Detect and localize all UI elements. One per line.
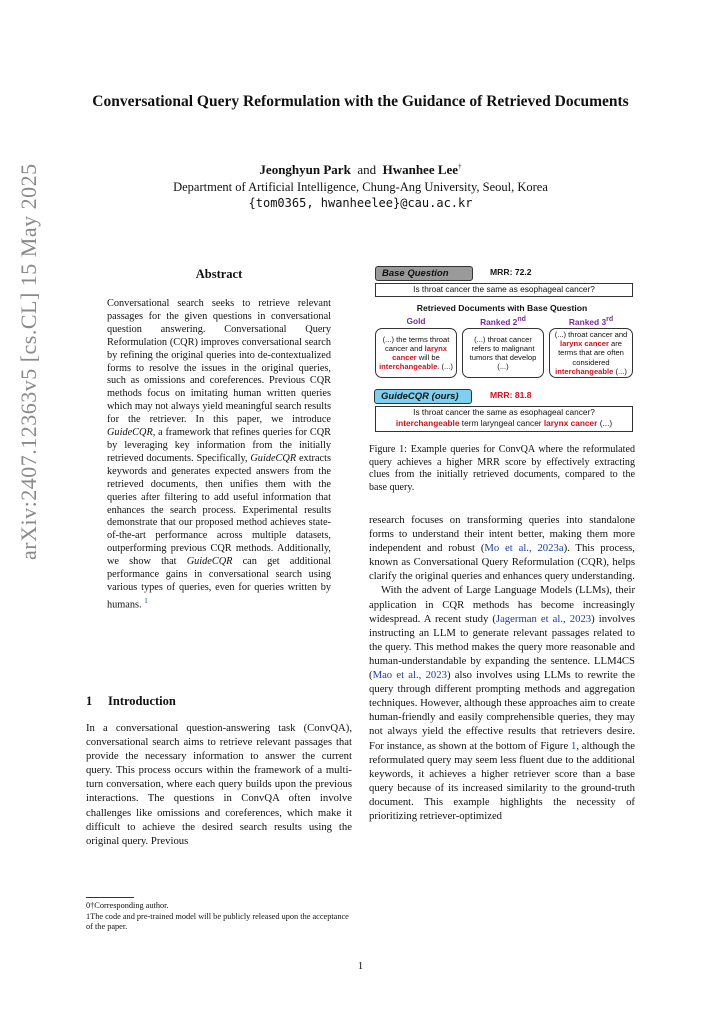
query-text: (...) <box>597 418 613 428</box>
abstract-part-2: , a framework that refines queries for CQR by leveraging key information from the initially retrieved documents. Specifically, <box>107 427 331 464</box>
mrr-ours: MRR: 81.8 <box>490 390 532 400</box>
footnote-code-release: 1The code and pre-trained model will be publicly released upon the acceptance of the paper. <box>86 911 349 931</box>
arxiv-stamp: arXiv:2407.12363v5 [cs.CL] 15 May 2025 <box>16 163 41 560</box>
ranked-3-label <box>549 316 633 327</box>
abstract-text <box>107 298 331 612</box>
doc-text: are terms that are often considered <box>558 339 624 367</box>
method-name: GuideCQR <box>186 556 233 568</box>
figure-ref-1[interactable]: 1 <box>571 739 577 752</box>
section-title: Introduction <box>108 694 176 708</box>
base-question-box: Is throat cancer the same as esophageal cancer? <box>375 283 633 297</box>
query-keyword: larynx cancer <box>543 418 598 428</box>
section-heading-introduction <box>86 694 176 709</box>
figure-1-caption: Figure 1: Example queries for ConvQA where the reformulated query achieves a higher MRR score by effectively extracting clues from the initially retrieved documents, compared to the base query. <box>369 444 635 494</box>
doc-keyword: larynx cancer <box>559 339 609 349</box>
doc-text: (...) throat cancer and <box>554 329 628 339</box>
doc-text: (...) throat cancer refers to malignant tumors that develop (...) <box>469 334 537 372</box>
page-number: 1 <box>357 960 364 972</box>
paper-title: Conversational Query Reformulation with the Guidance of Retrieved Documents <box>92 93 629 110</box>
text-run: With the advent of Large Language Models (LLMs), their application in CQR methods has become increasingly widespread. A recent study ( <box>369 584 635 625</box>
paragraph-cqr <box>369 513 635 583</box>
author-park: Jeonghyun Park <box>259 162 351 177</box>
ranked-3-suffix: rd <box>606 316 614 323</box>
guidecqr-query-box <box>375 406 633 432</box>
authors <box>90 162 631 178</box>
ranked-2-suffix: nd <box>517 316 526 323</box>
ranked-2-text: Ranked 2 <box>480 316 518 327</box>
text-run: , although the reformulated query may seem less fluent due to the additional keywords, it achieves a higher retriever score than a base query because of its increased similarity to the ground-truth document. This example highlights the necessity of prioritizing retriever-optimized <box>369 739 635 822</box>
text-run: ) involves instructing an LLM to generate relevant passages related to the query. This method makes the query more reasonable and human-understandable by expanding the sentence. LLM4CS ( <box>369 612 635 682</box>
authors-and: and <box>357 162 377 177</box>
affiliation: Department of Artificial Intelligence, Chung-Ang University, Seoul, Korea <box>173 180 548 194</box>
dagger-mark: † <box>458 162 462 171</box>
footnote-ref-1[interactable]: 1 <box>144 596 148 605</box>
gold-document <box>375 328 457 378</box>
ranked-3-document <box>549 328 633 378</box>
citation-jagerman[interactable]: Jagerman et al., 2023 <box>495 612 592 625</box>
doc-keyword: larynx cancer <box>392 343 448 362</box>
text-run: ). This process, known as Conversational Query Reformulation (CQR), helps clarify the original queries and enhances query understanding. <box>369 542 635 583</box>
guidecqr-query-line-2 <box>376 418 632 429</box>
citation-mao[interactable]: Mao et al., 2023 <box>372 669 447 682</box>
citation-mo[interactable]: Mo et al., 2023a <box>484 542 564 555</box>
abstract-heading: Abstract <box>195 267 243 281</box>
author-lee: Hwanhee Lee <box>382 162 459 177</box>
abstract-part-3: extracts keywords and generates expected answers from the retrieved documents, then unifies them with the queries after filtering to add useful information that enhances the search process. Experimental results demonstrate that our proposed method achieves state-of-the-art performance across multiple datasets, outperforming previous CQR methods. Additionally, we show that <box>107 452 331 568</box>
base-question-tag: Base Question <box>375 266 473 281</box>
ranked-2-document <box>462 328 544 378</box>
author-emails: {tom0365, hwanheelee}@cau.ac.kr <box>248 196 473 210</box>
gold-column-label: Gold <box>406 316 426 326</box>
figure-1 <box>369 265 635 435</box>
text-run: ) also involves using LLMs to rewrite the query through different prompting methods and aggregation techniques. However, although these approaches aim to create human-friendly and easily comprehensible queries, they may not always yield the effective results that retrievers desire. For instance, as shown at the bottom of Figure <box>369 669 635 752</box>
method-name: GuideCQR <box>107 427 153 439</box>
guidecqr-tag: GuideCQR (ours) <box>374 389 472 404</box>
mrr-base: MRR: 72.2 <box>490 267 532 277</box>
right-column-text <box>369 513 635 823</box>
doc-keyword: interchangeable <box>555 366 614 376</box>
doc-text: (...) <box>613 366 627 376</box>
guidecqr-query-line-1: Is throat cancer the same as esophageal cancer? <box>413 407 595 417</box>
retrieved-docs-heading: Retrieved Documents with Base Question <box>416 303 588 313</box>
footnotes <box>86 901 352 933</box>
method-name: GuideCQR <box>250 452 297 464</box>
footnote-rule <box>86 897 134 898</box>
doc-text: . (...) <box>437 362 453 372</box>
section-number: 1 <box>86 694 93 708</box>
ranked-2-label <box>462 316 544 327</box>
doc-keyword: interchangeable <box>379 362 438 372</box>
query-keyword: interchangeable <box>395 418 460 428</box>
intro-paragraph: In a conversational question-answering task (ConvQA), conversational search aims to retrieve relevant passages that provide the necessary information to answer the current query. This process occurs within the framework of a multi-turn conversation, where each query builds upon the previous interactions. The questions in ConvQA often involve challenges like omissions and coreferences, which make it difficult to achieve the desired search results using the original query. Previous <box>86 722 352 847</box>
doc-text: will be <box>416 353 440 362</box>
doc-text: (...) the terms throat cancer and <box>382 334 450 353</box>
text-run: research focuses on transforming queries into standalone forms to understand their intent better, making them more independent and robust ( <box>369 514 635 555</box>
query-text: term laryngeal cancer <box>459 418 544 428</box>
paragraph-llm <box>369 583 635 823</box>
ranked-3-text: Ranked 3 <box>568 316 607 327</box>
footnote-corresponding: 0†Corresponding author. <box>86 901 169 910</box>
abstract-part-1: Conversational search seeks to retrieve relevant passages for the given questions in conversational question answering. Conversational Query Reformulation (CQR) improves conversational search by refining the original queries into de-contextualized forms to resolve the issues in the original queries, such as omissions and coreferences. Previous CQR methods focus on imitating human written queries which may not always yield meaningful search results for the retriever. In this paper, we introduce <box>107 298 331 426</box>
abstract-part-4: can get additional performance gains in conversational search using various types of queries, even for queries written by humans. <box>107 556 331 611</box>
